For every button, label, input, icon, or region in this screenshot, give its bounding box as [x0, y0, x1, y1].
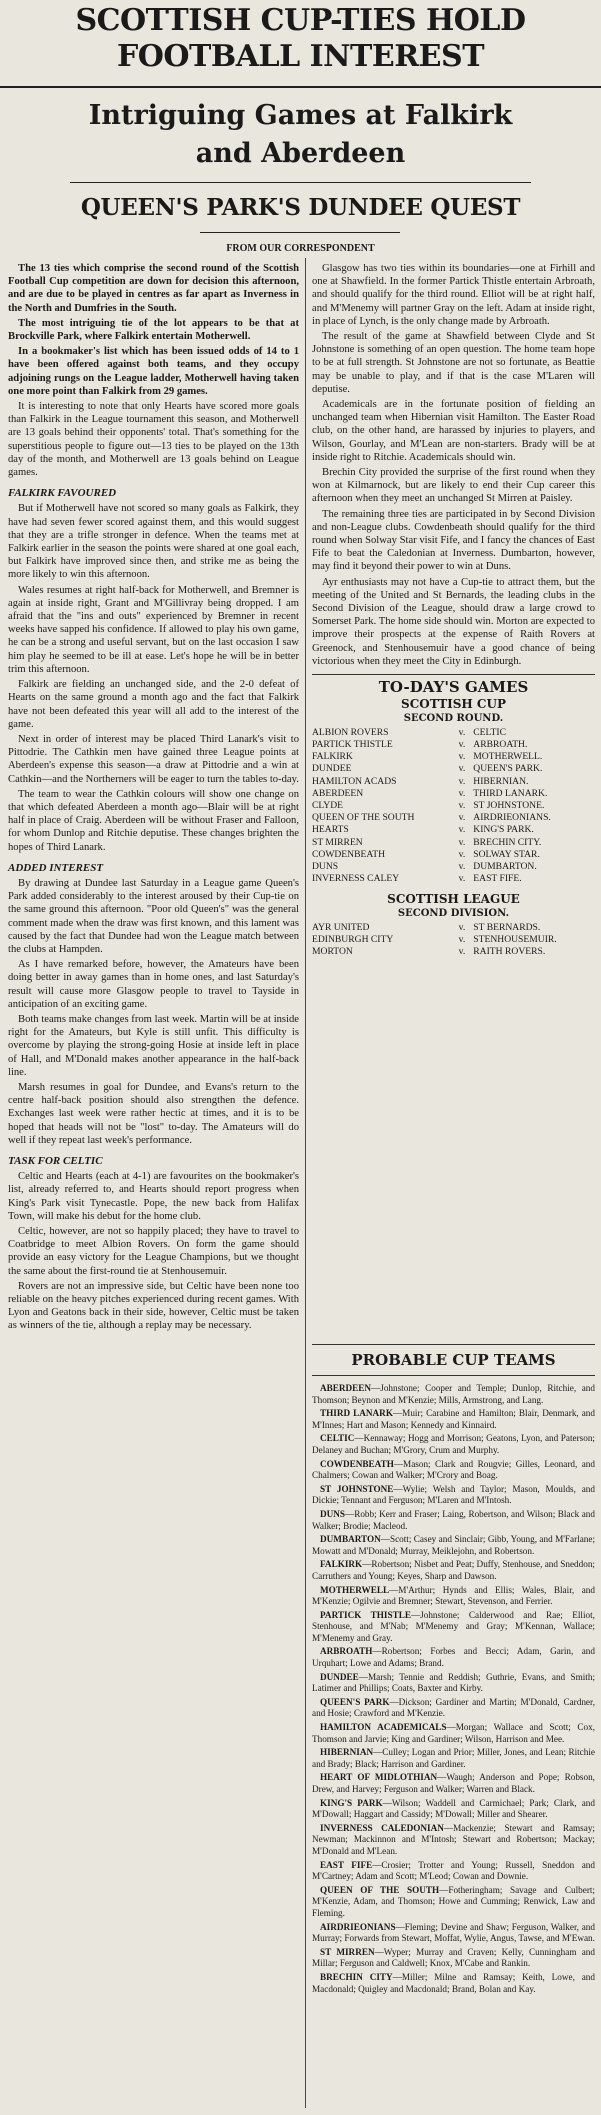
away-team: STENHOUSEMUIR. — [473, 933, 557, 945]
versus: v. — [458, 775, 466, 787]
body-para: Both teams make changes from last week. Martin will be at inside right for the Amateurs, but Kyle is still unfit. This difficulty is overcome by playing the strong-going Hosie at inside left in place of Hall, and M'Donald makes another appearance in the half-back line. — [8, 1013, 299, 1078]
right-column — [312, 262, 595, 958]
home-team: QUEEN OF THE SOUTH — [312, 812, 415, 824]
body-para: Wales resumes at right half-back for Motherwell, and Bremner is again at inside right, Grant and M'Gillivray being dropped. I am afraid that the "ins and outs" experienced by Bremner in recent weeks have sapped his confidence. If allowed to play his own game, he can be a strong and useful servant, but on the last occasion I saw him play he seemed to be ill at ease. Let's hope he will be in better trim this afternoon. — [8, 584, 299, 675]
byline-rule — [200, 232, 400, 233]
home-team: DUNDEE — [312, 763, 352, 775]
body-para: Marsh resumes in goal for Dundee, and Evans's return to the centre half-back position should also strengthen the defence. Exchanges last week were rather hectic at times, and it is to be hoped that heads will not be "lost" to-day. The Amateurs will do well if they repeat last week's performance. — [8, 1081, 299, 1146]
cup-fixtures-table — [312, 727, 595, 886]
team-players: —Johnstone; Calderwood and Rae; Elliot, Stenhouse, and M'Nab; M'Menemy and Gray; M'Kennan, Wallace; M'Menemy and Gray. — [312, 1609, 595, 1643]
team-players: —Robb; Kerr and Fraser; Laing, Robertson, and Wilson; Black and Walker; Brodie; Macleod. — [312, 1508, 595, 1531]
team-players: —Wyper; Murray and Craven; Kelly, Cunningham and Millar; Ferguson and Caldwell; Knox, M'Cabe and Rankin. — [312, 1946, 595, 1969]
team-name: COWDENBEATH — [320, 1458, 394, 1469]
away-team: EAST FIFE. — [473, 873, 522, 885]
body-para: Academicals are in the fortunate position of fielding an unchanged team when Hibernian visit Hamilton. The Easter Road club, on the other hand, are harassed by injuries to players, and Wilson, Gourlay, and M'Lean are non-starters. Brady will be at inside right to Ritchie. Academicals should win. — [312, 399, 595, 463]
team-lineup — [312, 1509, 595, 1532]
team-name: DUNS — [320, 1508, 346, 1519]
team-players: —Crosier; Trotter and Young; Russell, Sneddon and M'Cartney; Adam and Scott; M'Leod; Cowan and Downie. — [312, 1859, 595, 1882]
fixture-row — [312, 934, 595, 946]
body-para: But if Motherwell have not scored so many goals as Falkirk, they have had seven fewer scored against them, and this would suggest that they are a trifle stronger in defence. When the teams met at Falkirk earlier in the season the points were shared at one goal each, but Falkirk have improved since then, and strike me as being the more likely to win this afternoon. — [8, 503, 299, 581]
second-round-label: SECOND ROUND. — [403, 712, 504, 724]
fixture-row — [312, 849, 595, 861]
home-team: CLYDE — [312, 799, 344, 811]
home-team: COWDENBEATH — [312, 848, 386, 860]
body-para: Brechin City provided the surprise of the first round when they won at Kilmarnock, but are likely to end their Cup career this afternoon when they meet an unchanged St Mirren at Paisley. — [312, 467, 595, 505]
home-team: ST MIRREN — [312, 836, 363, 848]
team-lineup — [312, 1860, 595, 1883]
away-team: BRECHIN CITY. — [473, 836, 542, 848]
versus: v. — [458, 933, 466, 945]
team-name: CELTIC — [320, 1433, 355, 1444]
team-name: DUNDEE — [320, 1671, 359, 1682]
team-players: —Wylie; Welsh and Taylor; Mason, Moulds, and Dickie; Tennant and Ferguson; M'Laren and M'Intosh. — [312, 1483, 595, 1506]
team-players: —M'Arthur; Hynds and Ellis; Wales, Blair, and M'Kenzie; Ogilvie and Bremner; Stewart, Stevenson, and Ferrier. — [312, 1584, 595, 1607]
team-name: THIRD LANARK — [320, 1408, 393, 1419]
column-divider — [305, 258, 306, 2108]
team-lineup — [312, 1408, 595, 1431]
body-para: Next in order of interest may be placed Third Lanark's visit to Pittodrie. The Cathkin men have gained three League points at Aberdeen's expense this season—a draw at Pittodrie and a win at Cathkin—and the Northerners will be eager to turn the tables to-day. — [8, 733, 299, 785]
fixture-row — [312, 946, 595, 958]
team-lineup — [312, 1947, 595, 1970]
team-name: QUEEN'S PARK — [320, 1696, 390, 1707]
fixture-row — [312, 739, 595, 751]
home-team: INVERNESS CALEY — [312, 873, 400, 885]
team-lineup — [312, 1972, 595, 1995]
team-lineup — [312, 1585, 595, 1608]
team-lineup — [312, 1534, 595, 1557]
team-players: —Culley; Logan and Prior; Miller, Jones, and Lean; Ritchie and Brady; Black; Harrison and Gardiner. — [312, 1747, 595, 1769]
team-name: MOTHERWELL — [320, 1584, 390, 1595]
subheadline-line3: QUEEN'S PARK'S DUNDEE QUEST — [80, 194, 521, 221]
team-lineup — [312, 1798, 595, 1821]
intro-para: The 13 ties which comprise the second round of the Scottish Football Cup competition are down for decision this afternoon, and are due to be played in centres as far apart as Inverness in the North and Dumfries in the South. — [8, 263, 299, 314]
fixture-row — [312, 824, 595, 836]
home-team: PARTICK THISTLE — [312, 738, 393, 750]
versus: v. — [458, 751, 466, 763]
versus: v. — [458, 799, 466, 811]
versus: v. — [458, 824, 466, 836]
fixture-row — [312, 727, 595, 739]
versus: v. — [458, 946, 466, 958]
away-team: HIBERNIAN. — [473, 775, 529, 787]
home-team: AYR UNITED — [312, 921, 370, 933]
team-name: ABERDEEN — [320, 1383, 372, 1393]
scottish-league-title: SCOTTISH LEAGUE — [387, 892, 520, 907]
fixture-row — [312, 751, 595, 763]
versus: v. — [458, 873, 466, 885]
team-name: ST MIRREN — [320, 1946, 375, 1957]
team-lineup — [312, 1823, 595, 1858]
scottish-cup-title: SCOTTISH CUP — [401, 697, 506, 712]
team-players: —Robertson; Forbes and Becci; Adam, Garin, and Urquhart; Lowe and Adams; Brand. — [312, 1646, 595, 1669]
versus: v. — [458, 738, 466, 750]
team-name: QUEEN OF THE SOUTH — [320, 1884, 440, 1895]
body-para: The team to wear the Cathkin colours will show one change on that which defeated Aberdeen a month ago—Blair will be at right half in place of Craig. Aberdeen will be without Fraser and Falloon, for whom Dunlop and Ritchie deputise. These changes brighten the hopes of Third Lanark. — [8, 788, 299, 853]
body-para: Celtic, however, are not so happily placed; they have to travel to Coatbridge to meet Albion Rovers. On form the game should provide an easy victory for the League Champions, but we thought the same about the first-round tie at Stenhousemuir. — [8, 1226, 299, 1277]
team-name: ST JOHNSTONE — [320, 1483, 394, 1494]
versus: v. — [458, 726, 466, 738]
fixture-row — [312, 763, 595, 775]
team-players: —Waugh; Anderson and Pope; Robson, Drew, and Harvey; Ferguson and Walker; Warren and Black. — [312, 1772, 595, 1794]
away-team: KING'S PARK. — [473, 824, 534, 836]
home-team: DUNS — [312, 860, 339, 872]
headline-rule — [0, 86, 601, 88]
team-lineup — [312, 1559, 595, 1582]
team-lineup — [312, 1722, 595, 1745]
team-players: —Fleming; Devine and Shaw; Ferguson, Walker, and Murray; Forwards from Stewart, Moffat, Wylie, Angus, Tawse, and M'Ewan. — [312, 1921, 595, 1944]
left-column — [8, 262, 299, 1335]
fixture-row — [312, 922, 595, 934]
probable-teams-header — [312, 1344, 595, 1376]
versus: v. — [458, 812, 466, 824]
team-players: —Marsh; Tennie and Reddish; Guthrie, Evans, and Smith; Latimer and Phillips; Coats, Baxter and Kirby. — [312, 1671, 595, 1694]
team-players: —Mackenzie; Stewart and Ramsay; Newman; Mackinnon and M'Intosh; Stewart and Robertson; Mackay; M'Donald and M'Lean. — [312, 1822, 595, 1856]
team-name: KING'S PARK — [320, 1797, 383, 1808]
team-lineup — [312, 1610, 595, 1645]
fixture-row — [312, 776, 595, 788]
subheadline-line1: Intriguing Games at Falkirk — [88, 100, 513, 131]
team-name: HIBERNIAN — [320, 1747, 374, 1758]
away-team: RAITH ROVERS. — [473, 946, 546, 958]
team-name: INVERNESS CALEDONIAN — [320, 1822, 444, 1833]
home-team: ABERDEEN — [312, 787, 364, 799]
away-team: CELTIC — [473, 726, 506, 738]
team-name: HAMILTON ACADEMICALS — [320, 1722, 447, 1733]
away-team: ST JOHNSTONE. — [473, 799, 545, 811]
team-players: —Muir; Carabine and Hamilton; Blair, Denmark, and M'Innes; Hart and Mason; Kennedy and Kinnaird. — [312, 1408, 595, 1430]
team-lineup — [312, 1672, 595, 1695]
probable-teams-list — [312, 1383, 595, 1997]
versus: v. — [458, 836, 466, 848]
second-division-label: SECOND DIVISION. — [397, 907, 510, 919]
team-players: —Wilson; Waddell and Carmichael; Park; Clark, and M'Dowall; Haggart and Cassidy; M'Dowall; Miller and Shearer. — [312, 1797, 595, 1820]
team-name: HEART OF MIDLOTHIAN — [320, 1772, 438, 1783]
versus: v. — [458, 860, 466, 872]
team-players: —Robertson; Nisbet and Peat; Duffy, Stenhouse, and Sneddon; Carruthers and Young; Keyes, Sharp and Dawson. — [312, 1559, 595, 1581]
away-team: SOLWAY STAR. — [473, 848, 540, 860]
team-players: —Dickson; Gardiner and Martin; M'Donald, Cardner, and Hosie; Crawford and M'Kenzie. — [312, 1696, 595, 1719]
body-para: Ayr enthusiasts may not have a Cup-tie to attract them, but the meeting of the United and St Bernards, the leading clubs in the Second Division of the League, should draw a large crowd to Somerset Park. The home side should win. Morton are expected to improve their prospects at the expense of Raith Rovers at Greenock, and Stenhousemuir have a good chance of being victorious when they meet the City in Edinburgh. — [312, 576, 595, 667]
body-para: By drawing at Dundee last Saturday in a League game Queen's Park added considerably to the interest aroused by their Cup-tie on the same ground this afternoon. "Poor old Queen's" was the general comment made when the draw was first known, and this lament was caused by the fact that Dundee had won the League match between the clubs at Hampden. — [8, 877, 299, 955]
fixture-row — [312, 861, 595, 873]
versus: v. — [458, 787, 466, 799]
subhead-task-for-celtic: TASK FOR CELTIC — [8, 1155, 103, 1167]
home-team: MORTON — [312, 946, 353, 958]
probable-teams-title: PROBABLE CUP TEAMS — [351, 1351, 556, 1369]
team-name: ARBROATH — [320, 1646, 373, 1657]
away-team: QUEEN'S PARK. — [473, 763, 543, 775]
away-team: DUMBARTON. — [473, 860, 537, 872]
team-players: —Scott; Casey and Sinclair; Gibb, Young, and M'Farlane; Mowatt and M'Donald; Murray, Meiklejohn, and Robertson. — [312, 1534, 595, 1556]
headline-line2: FOOTBALL INTEREST — [116, 39, 485, 74]
team-lineup — [312, 1885, 595, 1920]
home-team: HEARTS — [312, 824, 349, 836]
body-para: As I have remarked before, however, the Amateurs have been doing better in away games than in home ones, and last Saturday's result will cause more Glasgow people to travel to Tayside in anticipation of an exciting game. — [8, 959, 299, 1010]
league-fixtures-table — [312, 922, 595, 959]
team-lineup — [312, 1459, 595, 1482]
team-players: —Mason; Clark and Rougvie; Gilles, Leonard, and Chalmers; Cowan and Walker; M'Crory and Boag. — [312, 1458, 595, 1481]
subheadline-line2: and Aberdeen — [195, 138, 406, 169]
subhead-falkirk: FALKIRK FAVOURED — [8, 487, 117, 500]
team-players: —Johnstone; Cooper and Temple; Dunlop, Ritchie, and Thomson; Beynon and M'Kenzie; Mills, Armstrong, and Lang. — [312, 1383, 595, 1405]
team-players: —Miller; Milne and Ramsay; Keith, Lowe, and Macdonald; Quigley and Macdonald; Brand, Bolan and Kay. — [312, 1971, 595, 1994]
body-para: Rovers are not an impressive side, but Celtic have been none too reliable on the heavy pitches experienced during recent games. With Lyon and Geatons back in their side, however, Celtic must be taken as winners of the tie, although a replay may be necessary. — [8, 1280, 299, 1332]
todays-games-title: TO-DAY'S GAMES — [378, 678, 529, 697]
team-lineup — [312, 1772, 595, 1795]
versus: v. — [458, 763, 466, 775]
fixture-row — [312, 873, 595, 885]
home-team: HAMILTON ACADS — [312, 775, 397, 787]
team-lineup — [312, 1484, 595, 1507]
away-team: MOTHERWELL. — [473, 751, 543, 763]
versus: v. — [458, 921, 466, 933]
team-name: AIRDRIEONIANS — [320, 1921, 396, 1932]
subhead-added-interest: ADDED INTEREST — [8, 861, 104, 874]
body-para: The result of the game at Shawfield between Clyde and St Johnstone is something of an open question. The home team hope to be at full strength. St Johnstone are not so fortunate, as Beattie may be unable to play, and if that is the case M'Laren will deputise. — [312, 331, 595, 395]
headline-line1: SCOTTISH CUP-TIES HOLD — [75, 3, 526, 38]
team-lineup — [312, 1433, 595, 1456]
body-para: Celtic and Hearts (each at 4-1) are favourites on the bookmaker's list, already referred to, and Hearts should report progress when King's Park visit Tynecastle. Pope, the new back from Halifax Town, will make his debut for the home club. — [8, 1171, 299, 1222]
body-para: Falkirk are fielding an unchanged side, and the 2-0 defeat of Hearts on the same ground a month ago and the fact that Falkirk have not been defeated this year will all add to the interest of the game. — [8, 679, 299, 730]
body-para: The remaining three ties are participated in by Second Division and non-League clubs. Cowdenbeath should qualify for the third round when Solway Star visit Fife, and I fancy the chances of East Fife to beat the Caledonian at Inverness. Dumbarton, however, may find it beyond their power to win at Duns. — [312, 508, 595, 573]
team-name: FALKIRK — [320, 1559, 363, 1570]
team-name: BRECHIN CITY — [320, 1971, 393, 1982]
away-team: ARBROATH. — [473, 738, 528, 750]
team-players: —Fotheringham; Savage and Culbert; M'Kenzie, Adam, and Thomson; Howe and Cumming; Renwick, Law and Fleming. — [312, 1884, 595, 1918]
intro-para: The most intriguing tie of the lot appears to be that at Brockville Park, where Falkirk entertain Motherwell. — [8, 317, 299, 343]
team-name: EAST FIFE — [320, 1859, 373, 1870]
team-players: —Morgan; Wallace and Scott; Cox, Thomson and Jarvie; King and Gardiner; Wilson, Harrison and Mee. — [312, 1722, 595, 1744]
versus: v. — [458, 848, 466, 860]
intro-para: It is interesting to note that only Hearts have scored more goals than Falkirk in the League tournament this season, and Motherwell are 13 goals behind their opponents' total. That's something for the superstitious people to figure out—13 ties to be played on the 13th day of the month, and Motherwell are 13 goals behind on League games. — [8, 401, 299, 479]
away-team: THIRD LANARK. — [473, 787, 548, 799]
fixture-row — [312, 812, 595, 824]
subheadline-rule — [70, 182, 531, 183]
away-team: ST BERNARDS. — [473, 921, 541, 933]
fixture-row — [312, 837, 595, 849]
team-players: —Kennaway; Hogg and Morrison; Geatons, Lyon, and Paterson; Delaney and Buchan; M'Grory, Crum and Murphy. — [312, 1433, 595, 1455]
team-name: DUMBARTON — [320, 1534, 381, 1545]
fixtures-box — [312, 674, 595, 958]
team-lineup — [312, 1646, 595, 1669]
fixture-row — [312, 788, 595, 800]
team-lineup — [312, 1922, 595, 1945]
home-team: EDINBURGH CITY — [312, 933, 394, 945]
home-team: ALBION ROVERS — [312, 726, 389, 738]
body-para: Glasgow has two ties within its boundaries—one at Firhill and one at Shawfield. In the former Partick Thistle entertain Arbroath, and should qualify for the third round. Elliot will be at right half, and M'Menemy will partner Gray on the left. Adam at inside right, in place of Lynch, is the only change made by Arbroath. — [312, 263, 595, 327]
intro-para: In a bookmaker's list which has been issued odds of 14 to 1 have been offered against both teams, and they occupy adjoining rungs on the League ladder, Motherwell having taken one more point than Falkirk from 29 games. — [8, 346, 299, 397]
team-name: PARTICK THISTLE — [320, 1609, 411, 1620]
home-team: FALKIRK — [312, 751, 353, 763]
team-lineup — [312, 1697, 595, 1720]
fixture-row — [312, 800, 595, 812]
team-lineup — [312, 1383, 595, 1406]
team-lineup — [312, 1747, 595, 1770]
away-team: AIRDRIEONIANS. — [473, 812, 551, 824]
byline: FROM OUR CORRESPONDENT — [226, 243, 375, 254]
